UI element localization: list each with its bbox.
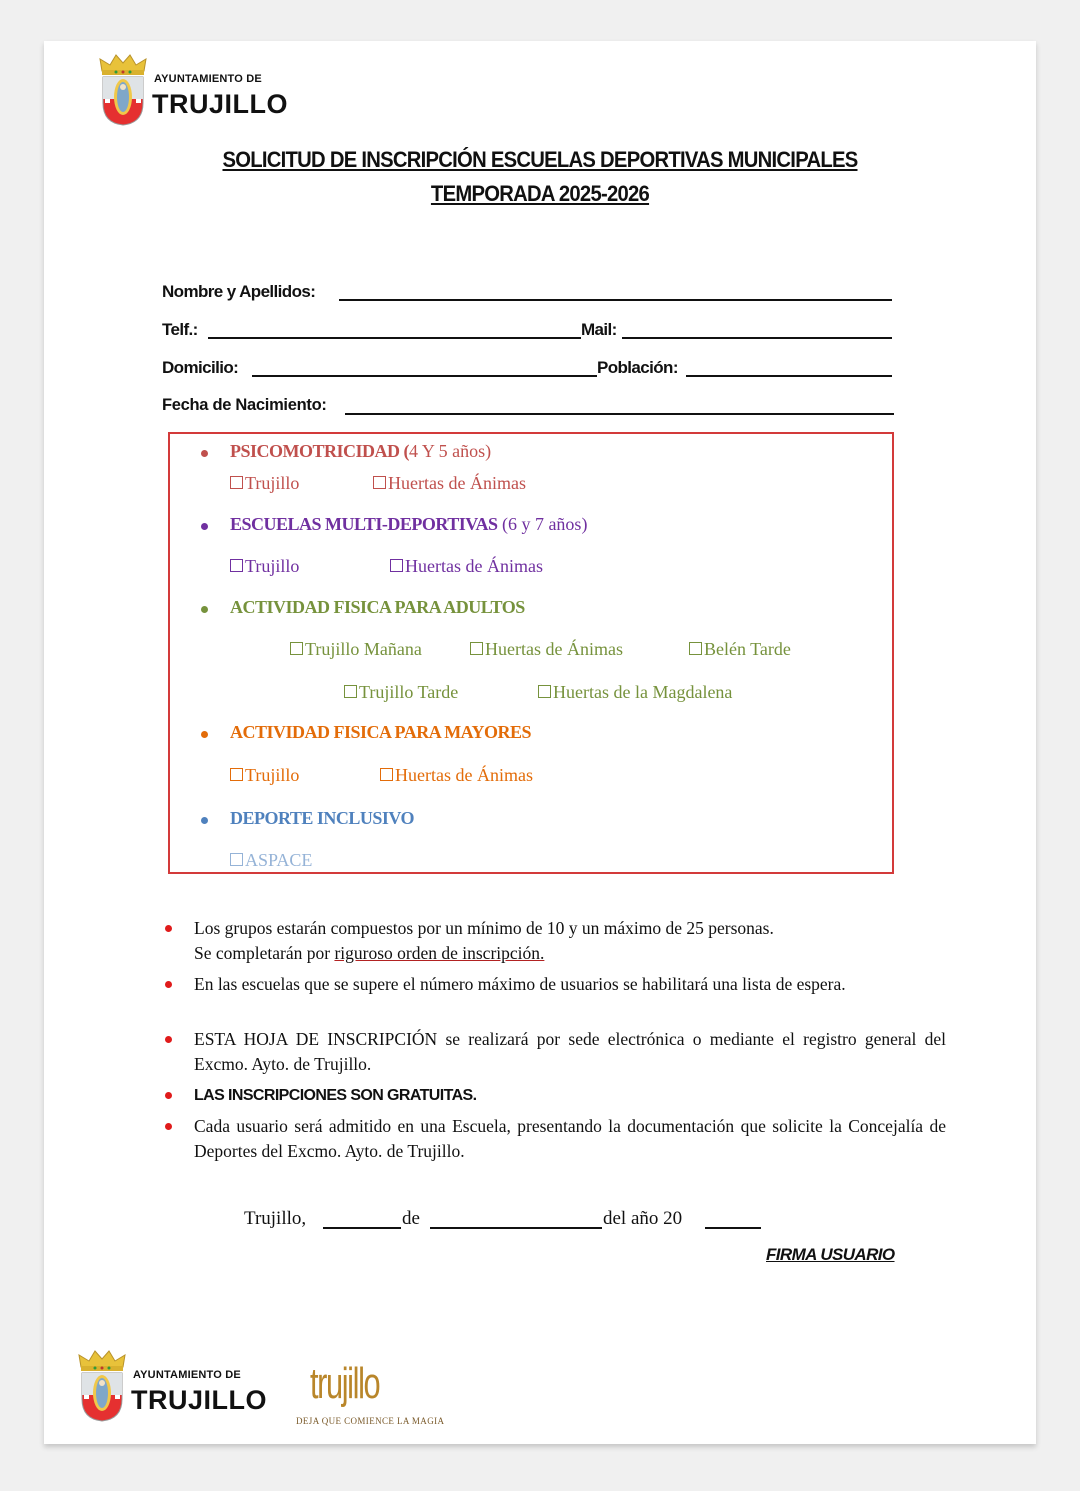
poblacion-label: Población:	[597, 358, 678, 377]
category-name: PSICOMOTRICIDAD (	[230, 441, 410, 461]
option-label: Huertas de Ánimas	[395, 765, 533, 785]
note-text-line2	[194, 941, 946, 966]
checkbox-icon[interactable]	[230, 853, 243, 866]
note-registration: ESTA HOJA DE INSCRIPCIÓN se realizará por sede electrónica o mediante el registro general del Excmo. Ayto. de Trujillo.	[194, 1029, 946, 1074]
note-admission: Cada usuario será admitido en una Escuela, presentando la documentación que solicite la Concejalía de Deportes del Excmo. Ayto. de Trujillo.	[194, 1116, 946, 1161]
document-page	[44, 41, 1036, 1444]
category-name: ESCUELAS MULTI-DEPORTIVAS	[230, 514, 498, 534]
ayuntamiento-logo	[96, 51, 296, 131]
category-inclusivo: DEPORTE INCLUSIVO	[230, 808, 415, 828]
category-age: (6 y 7 años)	[497, 514, 588, 534]
mail-label: Mail:	[581, 320, 617, 339]
note-text: Los grupos estarán compuestos por un mínimo de 10 y un máximo de 25 personas.	[194, 918, 774, 938]
option-label: Huertas de Ánimas	[485, 639, 623, 659]
note-free: LAS INSCRIPCIONES SON GRATUITAS.	[194, 1087, 477, 1104]
option-label: Trujillo	[245, 765, 300, 785]
option-multi-trujillo[interactable]	[230, 556, 299, 577]
category-adultos: ACTIVIDAD FISICA PARA ADULTOS	[230, 597, 525, 617]
coat-of-arms-icon	[96, 51, 150, 127]
option-label: Trujillo	[245, 556, 300, 576]
category-age: 4 Y 5 años)	[409, 441, 492, 461]
option-inclusivo-aspace[interactable]	[230, 850, 312, 871]
checkbox-icon[interactable]	[373, 476, 386, 489]
fecha-label: Fecha de Nacimiento:	[162, 396, 327, 414]
brand-tagline: DEJA QUE COMIENCE LA MAGIA	[296, 1416, 445, 1426]
note-groups	[194, 916, 946, 966]
note-bullet	[165, 1092, 172, 1099]
logo-line2: TRUJILLO	[152, 89, 288, 119]
bullet-mayores	[201, 731, 208, 738]
nombre-label: Nombre y Apellidos:	[162, 282, 316, 301]
domicilio-label: Domicilio:	[162, 358, 239, 377]
bullet-inclusivo	[201, 817, 208, 824]
option-adultos-huertas-magdalena[interactable]	[538, 682, 732, 703]
option-label: ASPACE	[245, 850, 313, 870]
nombre-field[interactable]	[339, 299, 892, 301]
form-title-line1: SOLICITUD DE INSCRIPCIÓN ESCUELAS DEPORTIVAS MUNICIPALES	[222, 147, 858, 172]
fecha-field[interactable]	[345, 413, 894, 415]
note-waitlist: En las escuelas que se supere el número máximo de usuarios se habilitará una lista de espera.	[194, 974, 846, 994]
option-psico-huertas[interactable]	[373, 473, 526, 494]
checkbox-icon[interactable]	[344, 685, 357, 698]
option-mayores-huertas[interactable]	[380, 765, 533, 786]
footer-logo-line1: AYUNTAMIENTO DE	[133, 1369, 241, 1381]
footer-logo-line2: TRUJILLO	[131, 1385, 267, 1415]
option-label: Huertas de Ánimas	[405, 556, 543, 576]
note-bullet	[165, 1036, 172, 1043]
bullet-adultos	[201, 606, 208, 613]
option-mayores-trujillo[interactable]	[230, 765, 299, 786]
checkbox-icon[interactable]	[689, 642, 702, 655]
coat-of-arms-icon	[74, 1347, 130, 1423]
note-bullet	[165, 1123, 172, 1130]
footer-ayuntamiento-logo	[74, 1347, 274, 1427]
telf-field[interactable]	[208, 337, 581, 339]
option-adultos-trujillo-tarde[interactable]	[344, 682, 458, 703]
checkbox-icon[interactable]	[390, 559, 403, 572]
option-label: Trujillo Tarde	[359, 682, 459, 702]
option-adultos-trujillo-manana[interactable]	[290, 639, 422, 660]
category-mayores: ACTIVIDAD FISICA PARA MAYORES	[230, 722, 532, 742]
option-psico-trujillo[interactable]	[230, 473, 299, 494]
note-bullet	[165, 925, 172, 932]
category-multideportivas	[230, 514, 587, 535]
form-title-line2: TEMPORADA 2025-2026	[430, 181, 650, 206]
firma-usuario: FIRMA USUARIO	[766, 1245, 895, 1264]
logo-line1: AYUNTAMIENTO DE	[154, 73, 262, 85]
checkbox-icon[interactable]	[230, 768, 243, 781]
month-field[interactable]	[430, 1227, 602, 1229]
signature-de: de	[402, 1208, 420, 1229]
trujillo-brand-logo: trujillo	[310, 1359, 380, 1408]
note-bullet	[165, 981, 172, 988]
option-label: Huertas de Ánimas	[388, 473, 526, 493]
option-label: Belén Tarde	[704, 639, 791, 659]
year-field[interactable]	[705, 1227, 761, 1229]
checkbox-icon[interactable]	[538, 685, 551, 698]
checkbox-icon[interactable]	[290, 642, 303, 655]
option-label: Trujillo	[245, 473, 300, 493]
option-label: Huertas de la Magdalena	[553, 682, 733, 702]
telf-label: Telf.:	[162, 320, 198, 339]
signature-year-label: del año 20	[603, 1208, 683, 1229]
day-field[interactable]	[323, 1227, 401, 1229]
option-adultos-huertas-animas[interactable]	[470, 639, 623, 660]
bullet-psicomotricidad	[201, 450, 208, 457]
option-multi-huertas[interactable]	[390, 556, 543, 577]
poblacion-field[interactable]	[686, 375, 892, 377]
bullet-multideportivas	[201, 523, 208, 530]
option-label: Trujillo Mañana	[305, 639, 422, 659]
category-psicomotricidad	[230, 441, 491, 462]
signature-place: Trujillo,	[244, 1208, 307, 1229]
note-underlined-text: riguroso orden de inscripción.	[334, 943, 545, 963]
note-text: Se completarán por	[194, 943, 335, 963]
mail-field[interactable]	[622, 337, 892, 339]
checkbox-icon[interactable]	[230, 559, 243, 572]
option-adultos-belen-tarde[interactable]	[689, 639, 791, 660]
checkbox-icon[interactable]	[470, 642, 483, 655]
checkbox-icon[interactable]	[380, 768, 393, 781]
checkbox-icon[interactable]	[230, 476, 243, 489]
domicilio-field[interactable]	[252, 375, 597, 377]
